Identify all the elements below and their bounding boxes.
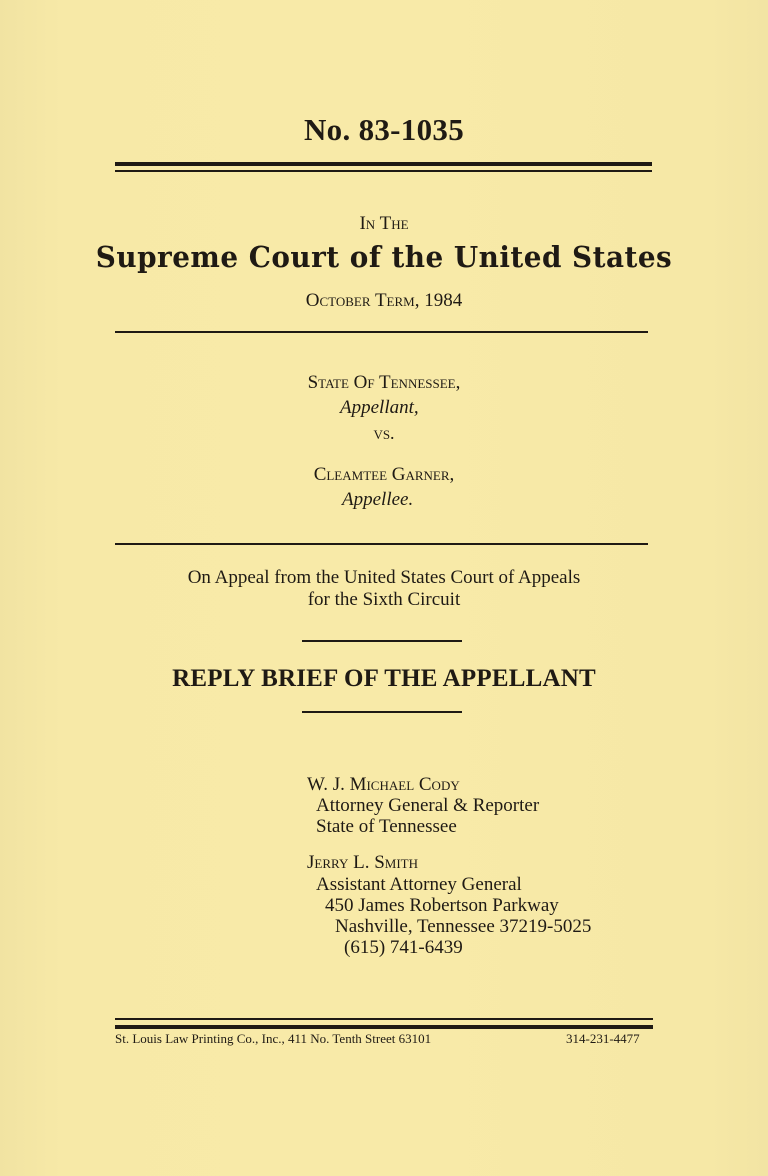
title-top-rule (302, 640, 462, 642)
docket-number: No. 83-1035 (303, 112, 464, 147)
term-rule (115, 331, 648, 333)
counsel-1-title: Attorney General & Reporter (316, 795, 540, 816)
appeal-line-1: On Appeal from the United States Court of Appeals (187, 567, 581, 588)
counsel-1-office: State of Tennessee (316, 816, 457, 837)
appellant-role: Appellant, (340, 397, 419, 418)
counsel-2-phone: (615) 741-6439 (344, 937, 463, 958)
brief-title: REPLY BRIEF OF THE APPELLANT (172, 665, 596, 692)
top-thin-rule (115, 170, 652, 172)
title-bottom-rule (302, 711, 462, 713)
counsel-2-street: 450 James Robertson Parkway (325, 895, 559, 916)
court-term: October Term, 1984 (305, 290, 463, 311)
court-name: Supreme Court of the United States (95, 240, 673, 274)
appellee-name: Cleamtee Garner, (313, 464, 455, 485)
bottom-thin-rule (115, 1018, 653, 1020)
parties-rule (115, 543, 648, 545)
counsel-2-title: Assistant Attorney General (316, 874, 522, 895)
printer-name-address: St. Louis Law Printing Co., Inc., 411 No. Tenth Street 63101 (115, 1031, 432, 1046)
counsel-2-name: Jerry L. Smith (307, 852, 418, 873)
appeal-line-2: for the Sixth Circuit (307, 589, 461, 610)
bottom-thick-rule (115, 1025, 653, 1029)
court-intro: In The (359, 213, 409, 234)
counsel-1-name: W. J. Michael Cody (307, 774, 460, 795)
appellee-role: Appellee. (342, 489, 414, 510)
appellant-name: State Of Tennessee, (307, 372, 461, 393)
top-thick-rule (115, 162, 652, 166)
printer-phone: 314-231-4477 (566, 1031, 640, 1046)
counsel-2-city: Nashville, Tennessee 37219-5025 (335, 916, 592, 937)
versus-label: vs. (373, 423, 395, 443)
